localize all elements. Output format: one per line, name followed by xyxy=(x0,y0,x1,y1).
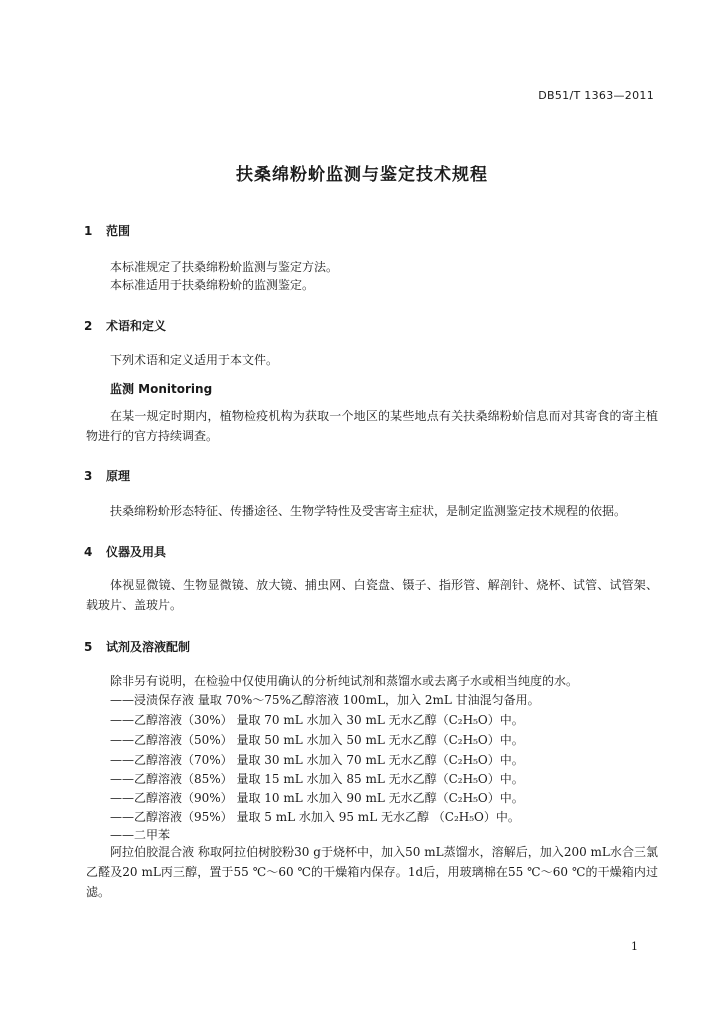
principle-paragraph: 扶桑绵粉蚧形态特征、传播途径、生物学特性及受害寄主症状，是制定监测鉴定技术规程的依据。 xyxy=(110,504,627,518)
scope-line-1: 本标准规定了扶桑绵粉蚧监测与鉴定方法。 xyxy=(110,260,339,274)
gum-mixture-paragraph: 阿拉伯胶混合液 称取阿拉伯树胶粉30 g于烧杯中，加入50 mL蒸馏水，溶解后，加入200 mL水合三氯乙醛及20 mL丙三醇，置于55 ℃～60 ℃的干燥箱内保存。1d后，用玻璃棉在55 ℃～60 ℃的干燥箱内过滤。 xyxy=(86,845,658,899)
section-title: 原理 xyxy=(106,469,131,483)
reagent-item: ——乙醇溶液（50%） 量取 50 mL 水加入 50 mL 无水乙醇（C₂H₅O）中。 xyxy=(110,733,524,747)
term-definition: 在某一规定时期内，植物检疫机构为获取一个地区的某些地点有关扶桑绵粉蚧信息而对其寄食的寄主植物进行的官方持续调查。 xyxy=(86,409,658,443)
page-number: 1 xyxy=(631,940,638,953)
reagents-intro: 除非另有说明，在检验中仅使用确认的分析纯试剂和蒸馏水或去离子水或相当纯度的水。 xyxy=(110,674,579,688)
section-number: 2 xyxy=(84,319,93,333)
section-heading-3 xyxy=(84,467,130,484)
section-heading-5 xyxy=(84,638,190,655)
reagent-item: ——乙醇溶液（90%） 量取 10 mL 水加入 90 mL 无水乙醇（C₂H₅O）中。 xyxy=(110,791,524,805)
section-number: 5 xyxy=(84,640,93,654)
section-title: 试剂及溶液配制 xyxy=(106,640,191,654)
reagent-item: ——乙醇溶液（95%） 量取 5 mL 水加入 95 mL 无水乙醇 （C₂H₅O）中。 xyxy=(110,810,520,824)
section-title: 仪器及用具 xyxy=(106,545,167,559)
reagent-item: ——二甲苯 xyxy=(110,828,171,842)
document-title: 扶桑绵粉蚧监测与鉴定技术规程 xyxy=(236,165,488,185)
instruments-paragraph: 体视显微镜、生物显微镜、放大镜、捕虫网、白瓷盘、镊子、指形管、解剖针、烧杯、试管、试管架、载玻片、盖玻片。 xyxy=(86,578,658,612)
reagent-item: ——浸渍保存液 量取 70%～75%乙醇溶液 100mL，加入 2mL 甘油混匀备用。 xyxy=(110,693,540,707)
section-heading-4 xyxy=(84,543,166,560)
reagent-item: ——乙醇溶液（85%） 量取 15 mL 水加入 85 mL 无水乙醇（C₂H₅O）中。 xyxy=(110,772,524,786)
terms-intro: 下列术语和定义适用于本文件。 xyxy=(110,353,279,367)
section-number: 3 xyxy=(84,469,93,483)
term-monitoring: 监测 Monitoring xyxy=(110,382,213,396)
section-heading-2 xyxy=(84,317,166,334)
section-number: 4 xyxy=(84,545,93,559)
scope-line-2: 本标准适用于扶桑绵粉蚧的监测鉴定。 xyxy=(110,278,315,292)
reagent-item: ——乙醇溶液（30%） 量取 70 mL 水加入 30 mL 无水乙醇（C₂H₅O）中。 xyxy=(110,713,524,727)
standard-code: DB51/T 1363—2011 xyxy=(538,89,654,102)
section-title: 范围 xyxy=(106,224,131,238)
section-title: 术语和定义 xyxy=(106,319,167,333)
reagent-item: ——乙醇溶液（70%） 量取 30 mL 水加入 70 mL 无水乙醇（C₂H₅O）中。 xyxy=(110,753,524,767)
section-number: 1 xyxy=(84,224,93,238)
section-heading-1 xyxy=(84,222,130,239)
